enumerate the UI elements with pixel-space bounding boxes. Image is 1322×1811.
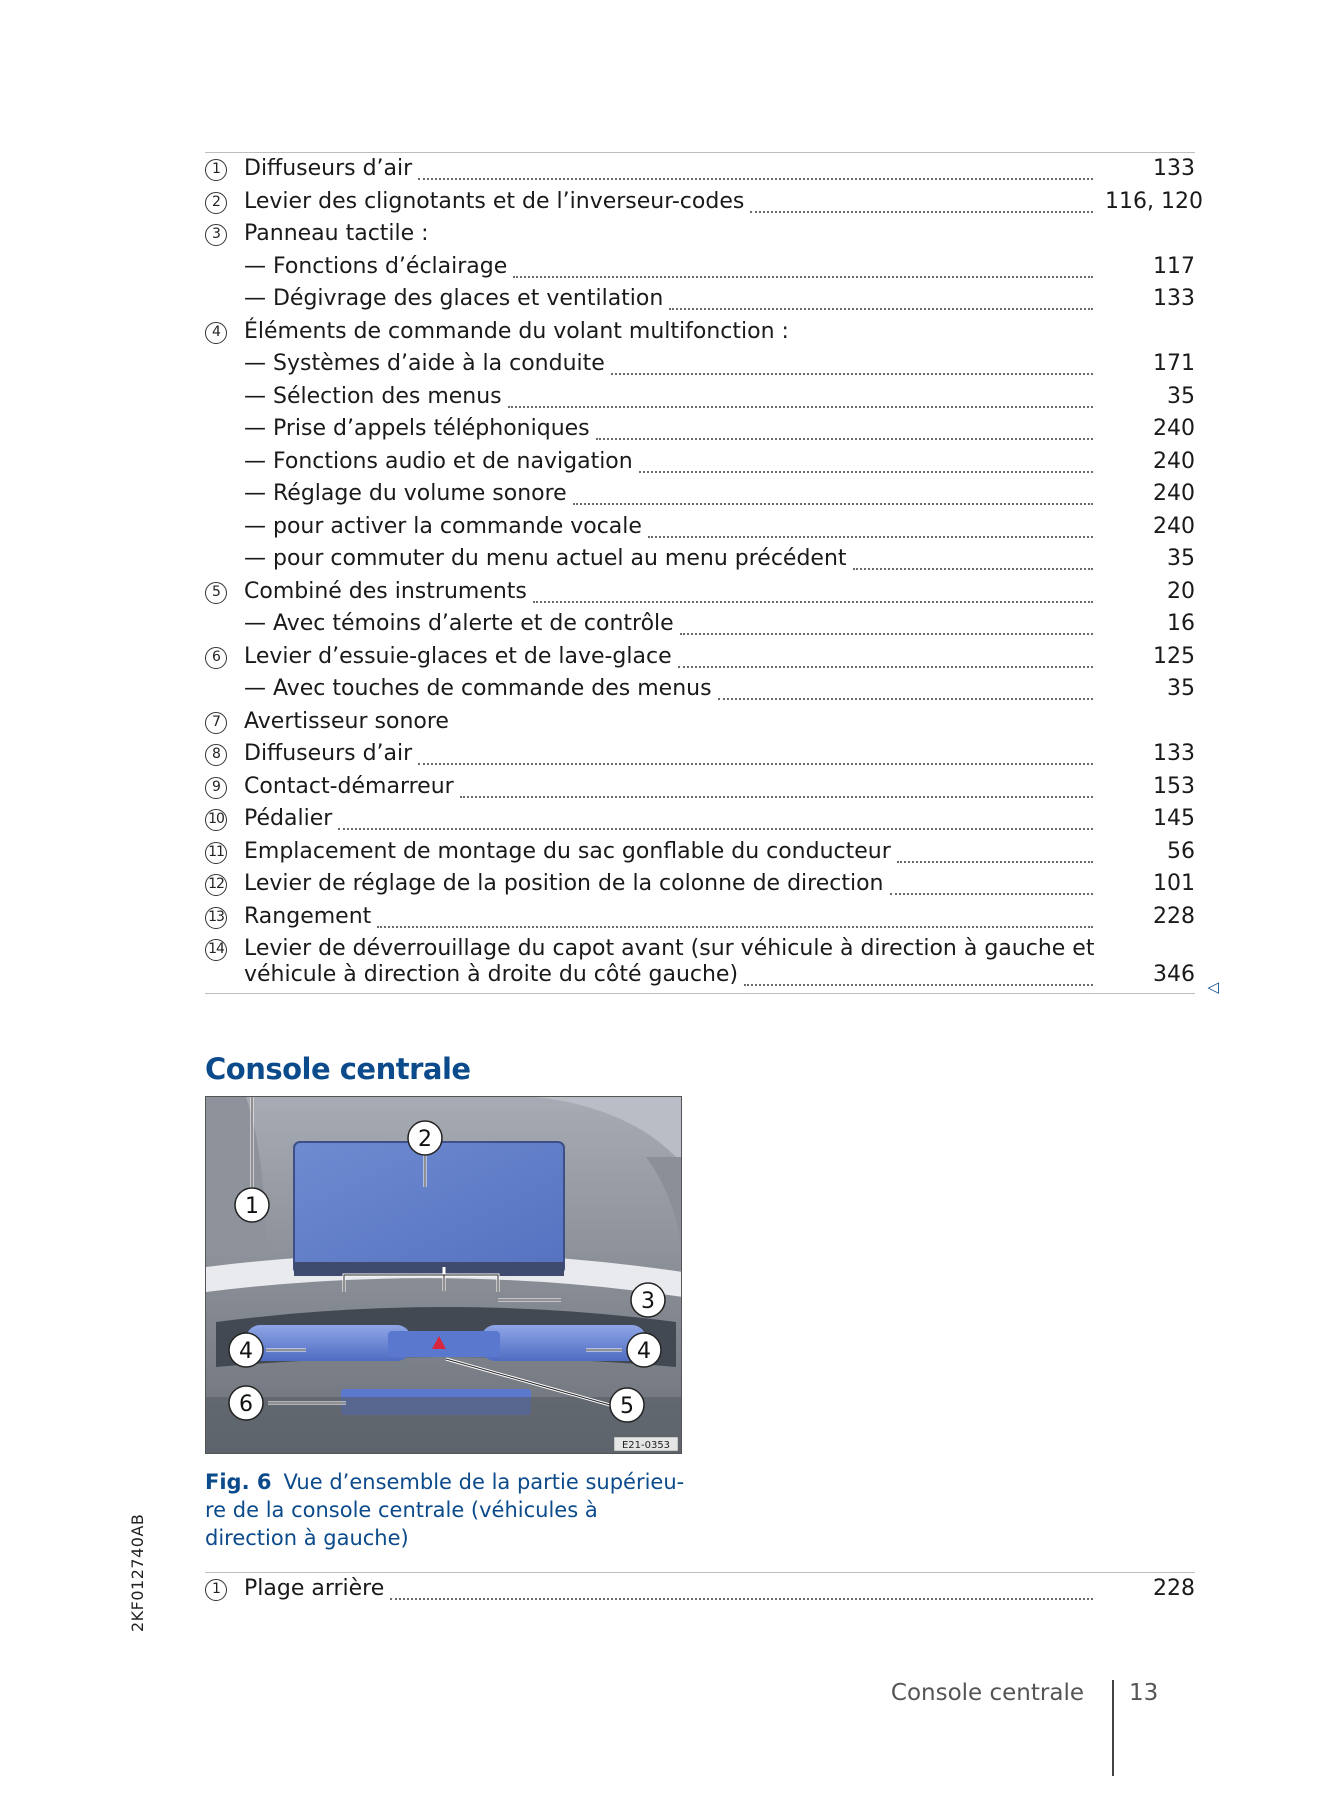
toc-label: Combiné des instruments [244,578,527,604]
toc-label: Levier des clignotants et de l’inverseur-codes [244,188,745,214]
callout-number: 13 [205,907,227,929]
toc-row [205,478,1195,511]
toc-page: 240 [1153,448,1195,474]
toc-row [205,283,1195,316]
toc-row [205,218,1195,251]
leader-dots [573,503,1093,505]
toc-row [205,803,1195,836]
callout-4-right: 4 [637,1339,651,1364]
toc-row [205,186,1203,219]
leader-dots [418,763,1093,765]
callout-number: 3 [205,224,227,246]
toc-row-14 [205,933,1219,996]
callout-number: 12 [205,874,227,896]
toc-label: — Dégivrage des glaces et ventilation [244,286,664,311]
toc-label: — Avec témoins d’alerte et de contrôle [244,611,674,636]
toc-label: Pédalier [244,806,333,831]
toc-row [205,868,1195,901]
toc-row [205,576,1195,609]
leader-dots [897,861,1093,863]
leader-dots [750,211,1093,213]
toc-page: 35 [1167,546,1195,571]
callout-2: 2 [418,1127,432,1152]
toc-row [205,771,1195,804]
leader-dots [718,698,1093,700]
toc-page: 228 [1153,1576,1195,1601]
figure-code: E21-0353 [621,1440,671,1451]
callout-number: 1 [205,159,227,181]
toc-label: Levier d’essuie-glaces et de lave-glace [244,643,672,669]
callout-6: 6 [239,1392,253,1417]
leader-dots [596,438,1093,440]
callout-number: 4 [205,322,227,344]
toc-row [205,641,1195,674]
toc-label: Panneau tactile : [244,221,429,246]
leader-dots [669,308,1093,310]
toc-page: 56 [1167,838,1195,864]
toc-page: 133 [1153,286,1195,311]
callout-1: 1 [245,1194,259,1219]
console-illustration [206,1097,682,1454]
toc-label: — Réglage du volume sonore [244,481,567,506]
toc-page: 240 [1153,481,1195,506]
toc-row [205,901,1195,934]
leader-dots [611,373,1093,375]
toc-page: 171 [1153,351,1195,376]
toc-label-line1: Levier de déverrouillage du capot avant (sur véhicule à direction à gauche et [244,936,1095,961]
toc-label: Rangement [244,903,372,929]
page-number: 13 [1129,1680,1159,1706]
toc-row [205,381,1195,414]
leader-dots [890,893,1094,895]
toc-row [205,251,1195,284]
figure-caption-text: Vue d’ensemble de la partie supérieu-re de la console centrale (véhicules à direction à gauche) [205,1470,685,1550]
toc-label: Levier de réglage de la position de la colonne de direction [244,871,884,896]
toc-page: 20 [1167,578,1195,604]
toc-page: 133 [1153,156,1195,181]
toc-page: 116, 120 [1105,188,1203,214]
leader-dots [390,1598,1093,1600]
figure-label: Fig. 6 [205,1470,272,1494]
callout-number: 9 [205,777,227,799]
toc-row [205,413,1195,446]
callout-4-left: 4 [239,1339,253,1364]
toc-label: — Sélection des menus [244,383,502,409]
leader-dots [678,666,1093,668]
toc-page: 35 [1167,383,1195,409]
callout-5: 5 [620,1394,634,1419]
leader-dots [418,178,1093,180]
leader-dots [513,276,1093,278]
leader-dots [680,633,1093,635]
hazard-button-panel [388,1331,500,1357]
toc-page: 240 [1153,416,1195,441]
toc-label: Diffuseurs d’air [244,156,413,181]
toc-label: Emplacement de montage du sac gonflable du conducteur [244,838,891,864]
toc-label: — Fonctions audio et de navigation [244,448,633,474]
toc-row [205,738,1195,771]
callout-number: 5 [205,582,227,604]
toc-row [205,608,1195,641]
toc-page: 35 [1167,676,1195,701]
toc-row [205,446,1195,479]
leader-dots [639,471,1093,473]
toc-row [205,1573,1195,1606]
toc-label: Diffuseurs d’air [244,741,413,766]
footer-section-title: Console centrale [890,1680,1084,1706]
toc-label: Contact-démarreur [244,773,454,799]
callout-3: 3 [641,1289,655,1314]
toc-label: Avertisseur sonore [244,708,449,734]
toc-page: 153 [1153,773,1195,799]
toc-row [205,543,1195,576]
toc-label: — Avec touches de commande des menus [244,676,712,701]
leader-dots [533,601,1093,603]
toc-label: — Fonctions d’éclairage [244,253,508,279]
toc-row [205,836,1195,869]
callout-number: 1 [205,1579,227,1601]
toc-bottom-rule [205,993,1195,994]
toc-page: 346 [1153,962,1195,987]
toc-row [205,348,1195,381]
console-figure [205,1096,682,1454]
footer-divider [1112,1680,1114,1776]
section-title: Console centrale [205,1052,471,1086]
toc-label-line2: véhicule à direction à droite du côté gauche) [244,962,739,987]
leader-dots [853,568,1093,570]
toc-label: Éléments de commande du volant multifonction : [244,318,789,344]
toc-row [205,511,1195,544]
toc-list [205,152,1219,996]
toc-page: 125 [1153,643,1195,669]
section-end-marker-icon: ◁ [1207,978,1219,996]
toc-page: 228 [1153,903,1195,929]
leader-dots [508,406,1093,408]
callout-number: 14 [205,939,227,961]
toc-list-2 [205,1572,1195,1606]
callout-number: 10 [205,809,227,831]
document-code: 2KF012740AB [128,1513,147,1632]
toc-row [205,153,1195,186]
toc-label: Plage arrière [244,1576,385,1601]
leader-dots [744,984,1093,986]
callout-number: 2 [205,192,227,214]
toc-page: 145 [1153,806,1195,831]
leader-dots [338,828,1093,830]
toc-label: — pour activer la commande vocale [244,513,642,539]
right-air-vent [481,1325,646,1361]
toc-row [205,316,1195,349]
callout-number: 11 [205,842,227,864]
toc-page: 240 [1153,513,1195,539]
figure-caption [205,1468,695,1552]
callout-number: 6 [205,647,227,669]
leader-dots [460,796,1093,798]
toc-row [205,673,1195,706]
callout-number: 7 [205,712,227,734]
toc2-rows [205,1573,1195,1606]
toc-page: 133 [1153,741,1195,766]
leader-dots [377,926,1093,928]
toc-page: 117 [1153,253,1195,279]
toc-rows [205,153,1203,933]
callout-number: 8 [205,744,227,766]
toc-page: 101 [1153,871,1195,896]
touchscreen [294,1142,564,1274]
toc-label: — Prise d’appels téléphoniques [244,416,590,441]
left-air-vent [246,1325,411,1361]
toc-label: — pour commuter du menu actuel au menu précédent [244,546,847,571]
toc-label: — Systèmes d’aide à la conduite [244,351,605,376]
leader-dots [648,536,1093,538]
toc-page: 16 [1167,611,1195,636]
toc-row [205,706,1195,739]
